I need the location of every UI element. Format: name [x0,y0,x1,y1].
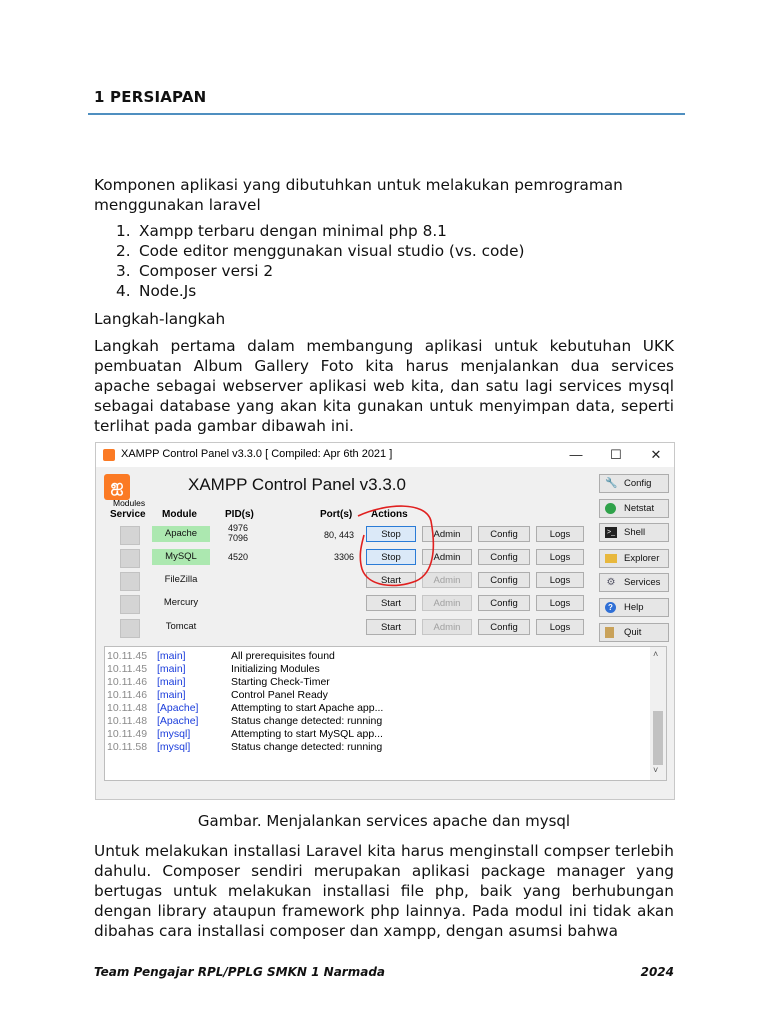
scroll-down-icon[interactable]: ˅ [653,765,659,775]
side-netstat-button[interactable]: Netstat [599,499,669,518]
filezilla-logs-button[interactable]: Logs [536,572,584,588]
port-header: Port(s) [320,509,353,520]
minimize-icon[interactable]: — [569,447,583,462]
status-bar [96,786,674,799]
list-item: 1. Xampp terbaru dengan minimal php 8.1 [116,222,447,240]
side-help-button[interactable]: ? Help [599,598,669,617]
apache-stop-button[interactable]: Stop [366,526,416,542]
module-name: Apache [152,526,210,542]
tomcat-start-button[interactable]: Start [366,619,416,635]
module-name: Mercury [163,597,199,608]
app-title: XAMPP Control Panel v3.3.0 [188,475,406,494]
mysql-config-button[interactable]: Config [478,549,530,565]
filezilla-admin-button: Admin [422,572,472,588]
side-explorer-button[interactable]: Explorer [599,549,669,568]
steps-paragraph: Langkah pertama dalam membangung aplikasi untuk kebutuhan UKK pembuatan Album Gallery Foto kita harus menjalankan dua services apache sebagai webserver aplikasi web kita, dan satu lagi services mysql sebagai database yang akan kita gunakan untuk menyimpan data, seperti terlihat pada gambar dibawah ini. [94,337,674,435]
module-name: MySQL [152,549,210,565]
closing-paragraph: Untuk melakukan installasi Laravel kita harus menginstall compser terlebih dahulu. Composer sendiri merupakan aplikasi package manager yang bertugas untuk melakukan installasi file php, baik yang berhubungan dengan library ataupun framework php lainnya. Pada modul ini tidak akan dibahas cara installasi composer dan xampp, dengan asumsi bahwa [94,842,674,940]
log-panel[interactable]: 10.11.45 [main] All prerequisites found 10.11.45 [main] Initializing Modules 10.11.46 [main] Starting Check-Timer 10.11.46 [main] Control Panel Ready 10.11.48 [Apache] Attempting to start Apache app... 10.11.48 [Apache] Status change detected: running 10.11.49 [mysql] Attempting to start MySQL app... 10.11.58 [mysql] Status change detected: running ˄ ˅ [104,646,667,781]
list-item: 3. Composer versi 2 [116,262,274,280]
module-port: 3306 [333,552,354,562]
tomcat-admin-button: Admin [422,619,472,635]
mysql-admin-button[interactable]: Admin [422,549,472,565]
mercury-config-button[interactable]: Config [478,595,530,611]
mercury-admin-button: Admin [422,595,472,611]
red-annotation-circle [96,443,674,643]
modules-label: Modules [113,498,146,508]
list-item: 4. Node.Js [116,282,197,300]
scroll-thumb[interactable] [653,711,663,765]
wrench-icon: 🔧 [605,478,618,489]
mercury-logs-button[interactable]: Logs [536,595,584,611]
close-icon[interactable]: ✕ [650,447,662,462]
filezilla-config-button[interactable]: Config [478,572,530,588]
filezilla-start-button[interactable]: Start [366,572,416,588]
pid-header: PID(s) [225,509,254,520]
mysql-logs-button[interactable]: Logs [536,549,584,565]
maximize-icon[interactable]: ☐ [610,447,622,462]
xampp-screenshot [95,442,675,800]
components-list [116,221,524,301]
tomcat-config-button[interactable]: Config [478,619,530,635]
services-icon: ⚙ [606,577,616,588]
footer-right: 2024 [640,965,674,979]
apache-admin-button[interactable]: Admin [422,526,472,542]
mercury-start-button[interactable]: Start [366,595,416,611]
module-header: Module [162,509,197,520]
help-icon: ? [605,602,616,613]
module-pid: 4520 [228,552,249,562]
side-services-button[interactable]: ⚙ Services [599,573,669,592]
figure-caption: Gambar. Menjalankan services apache dan mysql [197,812,571,830]
side-config-button[interactable]: 🔧 Config [599,474,669,493]
intro-paragraph: Komponen aplikasi yang dibutuhkan untuk melakukan pemrograman menggunakan laravel [94,176,623,214]
apache-logs-button[interactable]: Logs [536,526,584,542]
apache-config-button[interactable]: Config [478,526,530,542]
log-scrollbar[interactable] [650,647,666,780]
terminal-icon: >_ [605,527,617,538]
scroll-up-icon[interactable]: ˄ [653,649,659,659]
window-title: XAMPP Control Panel v3.3.0 [ Compiled: Apr 6th 2021 ] [121,448,393,460]
module-pid: 4976 7096 [228,523,249,543]
side-shell-button[interactable]: >_ Shell [599,523,669,542]
list-item: 2. Code editor menggunakan visual studio (vs. code) [116,242,525,260]
mysql-stop-button[interactable]: Stop [366,549,416,565]
module-name: FileZilla [164,574,198,585]
heading-underline [88,113,685,115]
actions-header: Actions [371,509,408,520]
module-port: 80, 443 [323,530,354,540]
tomcat-logs-button[interactable]: Logs [536,619,584,635]
xampp-logo-icon: ஐ [104,474,130,500]
side-quit-button[interactable]: Quit [599,623,669,642]
steps-title: Langkah-langkah [94,310,226,328]
footer-left: Team Pengajar RPL/PPLG SMKN 1 Narmada [94,965,386,979]
service-header: Service [110,509,146,520]
section-heading: 1 PERSIAPAN [94,88,207,106]
module-name: Tomcat [165,621,197,632]
